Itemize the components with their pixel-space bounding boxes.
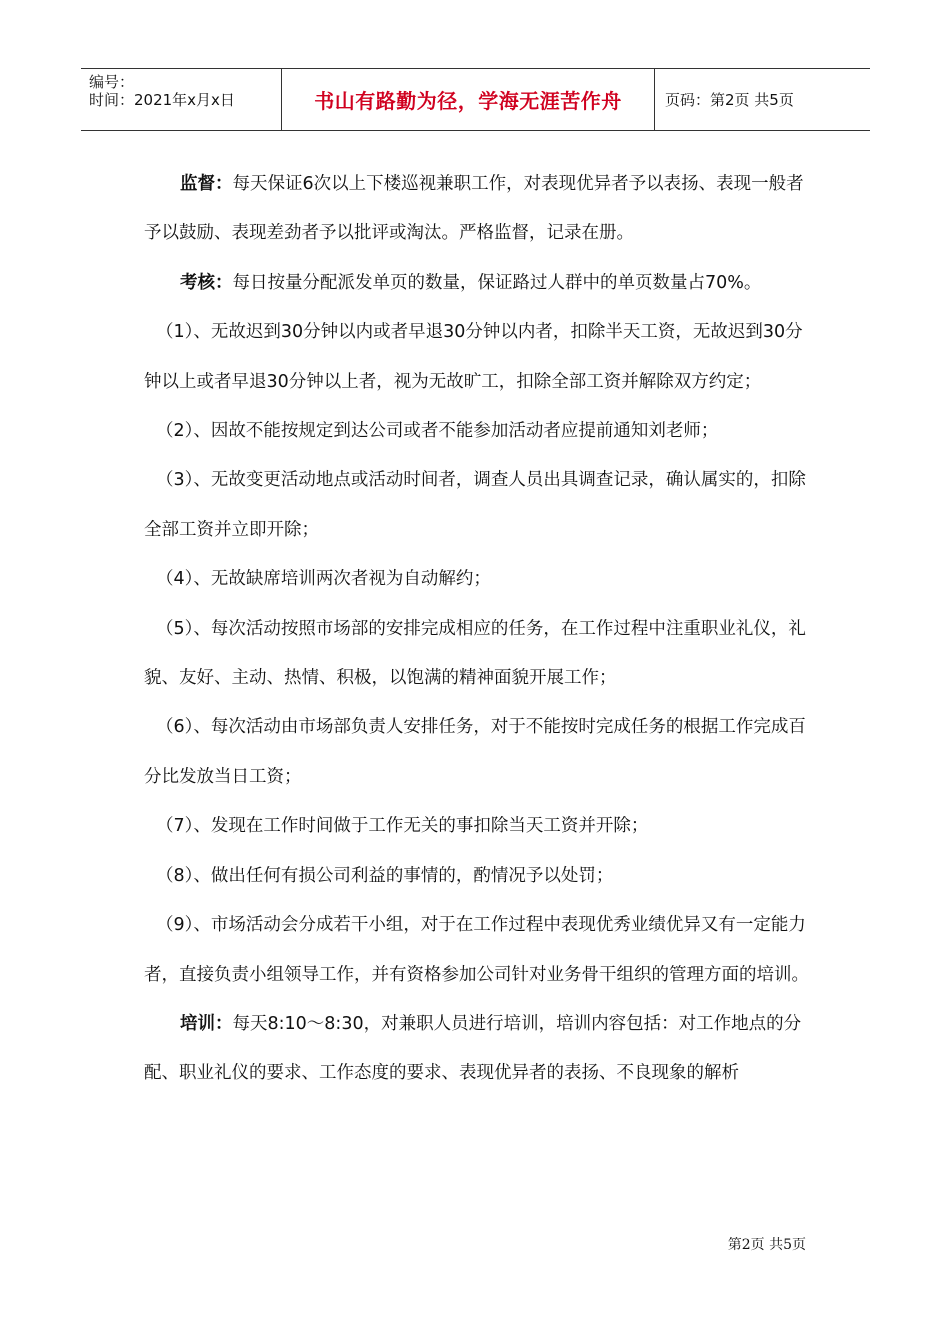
time-label: 时间：2021年x月x日	[89, 91, 235, 109]
page-footer: 第2页 共5页	[727, 1237, 806, 1253]
list-item: （3）、无故变更活动地点或活动时间者，调查人员出具调查记录，确认属实的，扣除全部工资并立即开除；	[144, 470, 806, 540]
list-item: （8）、做出任何有损公司利益的事情的，酌情况予以处罚；	[156, 865, 614, 886]
training-text: 每天8:10～8:30，对兼职人员进行培训，培训内容包括：对工作地点的分配、职业礼仪的要求、工作态度的要求、表现优异者的表扬、不良现象的解析	[144, 1013, 802, 1084]
assess-title: 考核：	[180, 272, 233, 293]
supervise-text: 每天保证6次以上下楼巡视兼职工作，对表现优异者予以表扬、表现一般者予以鼓励、表现差劲者予以批评或淘汰。严格监督，记录在册。	[144, 174, 804, 244]
assess-paragraph	[144, 259, 814, 308]
list-item: （4）、无故缺席培训两次者视为自动解约；	[156, 569, 491, 590]
header-meta	[81, 69, 282, 130]
training-paragraph	[144, 1000, 814, 1099]
document-header	[81, 68, 870, 131]
list-item: （9）、市场活动会分成若干小组，对于在工作过程中表现优秀业绩优异又有一定能力者，直接负责小组领导工作，并有资格参加公司针对业务骨干组织的管理方面的培训。	[144, 915, 809, 985]
list-item: （7）、发现在工作时间做于工作无关的事扣除当天工资并开除；	[156, 816, 649, 837]
document-body	[144, 160, 814, 1099]
supervise-paragraph	[144, 160, 814, 259]
list-item: （1）、无故迟到30分钟以内或者早退30分钟以内者，扣除半天工资，无故迟到30分钟以上或者早退30分钟以上者，视为无故旷工，扣除全部工资并解除双方约定；	[144, 322, 803, 392]
list-item: （6）、每次活动由市场部负责人安排任务，对于不能按时完成任务的根据工作完成百分比发放当日工资；	[144, 717, 806, 787]
list-item: （5）、每次活动按照市场部的安排完成相应的任务，在工作过程中注重职业礼仪，礼貌、友好、主动、热情、积极，以饱满的精神面貌开展工作；	[144, 618, 806, 689]
assess-text: 每日按量分配派发单页的数量，保证路过人群中的单页数量占70%。	[232, 272, 762, 293]
training-title: 培训：	[180, 1013, 233, 1034]
list-item: （2）、因故不能按规定到达公司或者不能参加活动者应提前通知刘老师；	[156, 421, 719, 442]
header-page-label: 页码：第2页 共5页	[665, 91, 794, 109]
supervise-title: 监督：	[180, 174, 233, 194]
header-motto: 书山有路勤为径，学海无涯苦作舟	[282, 69, 655, 130]
number-label: 编号：	[89, 73, 135, 91]
